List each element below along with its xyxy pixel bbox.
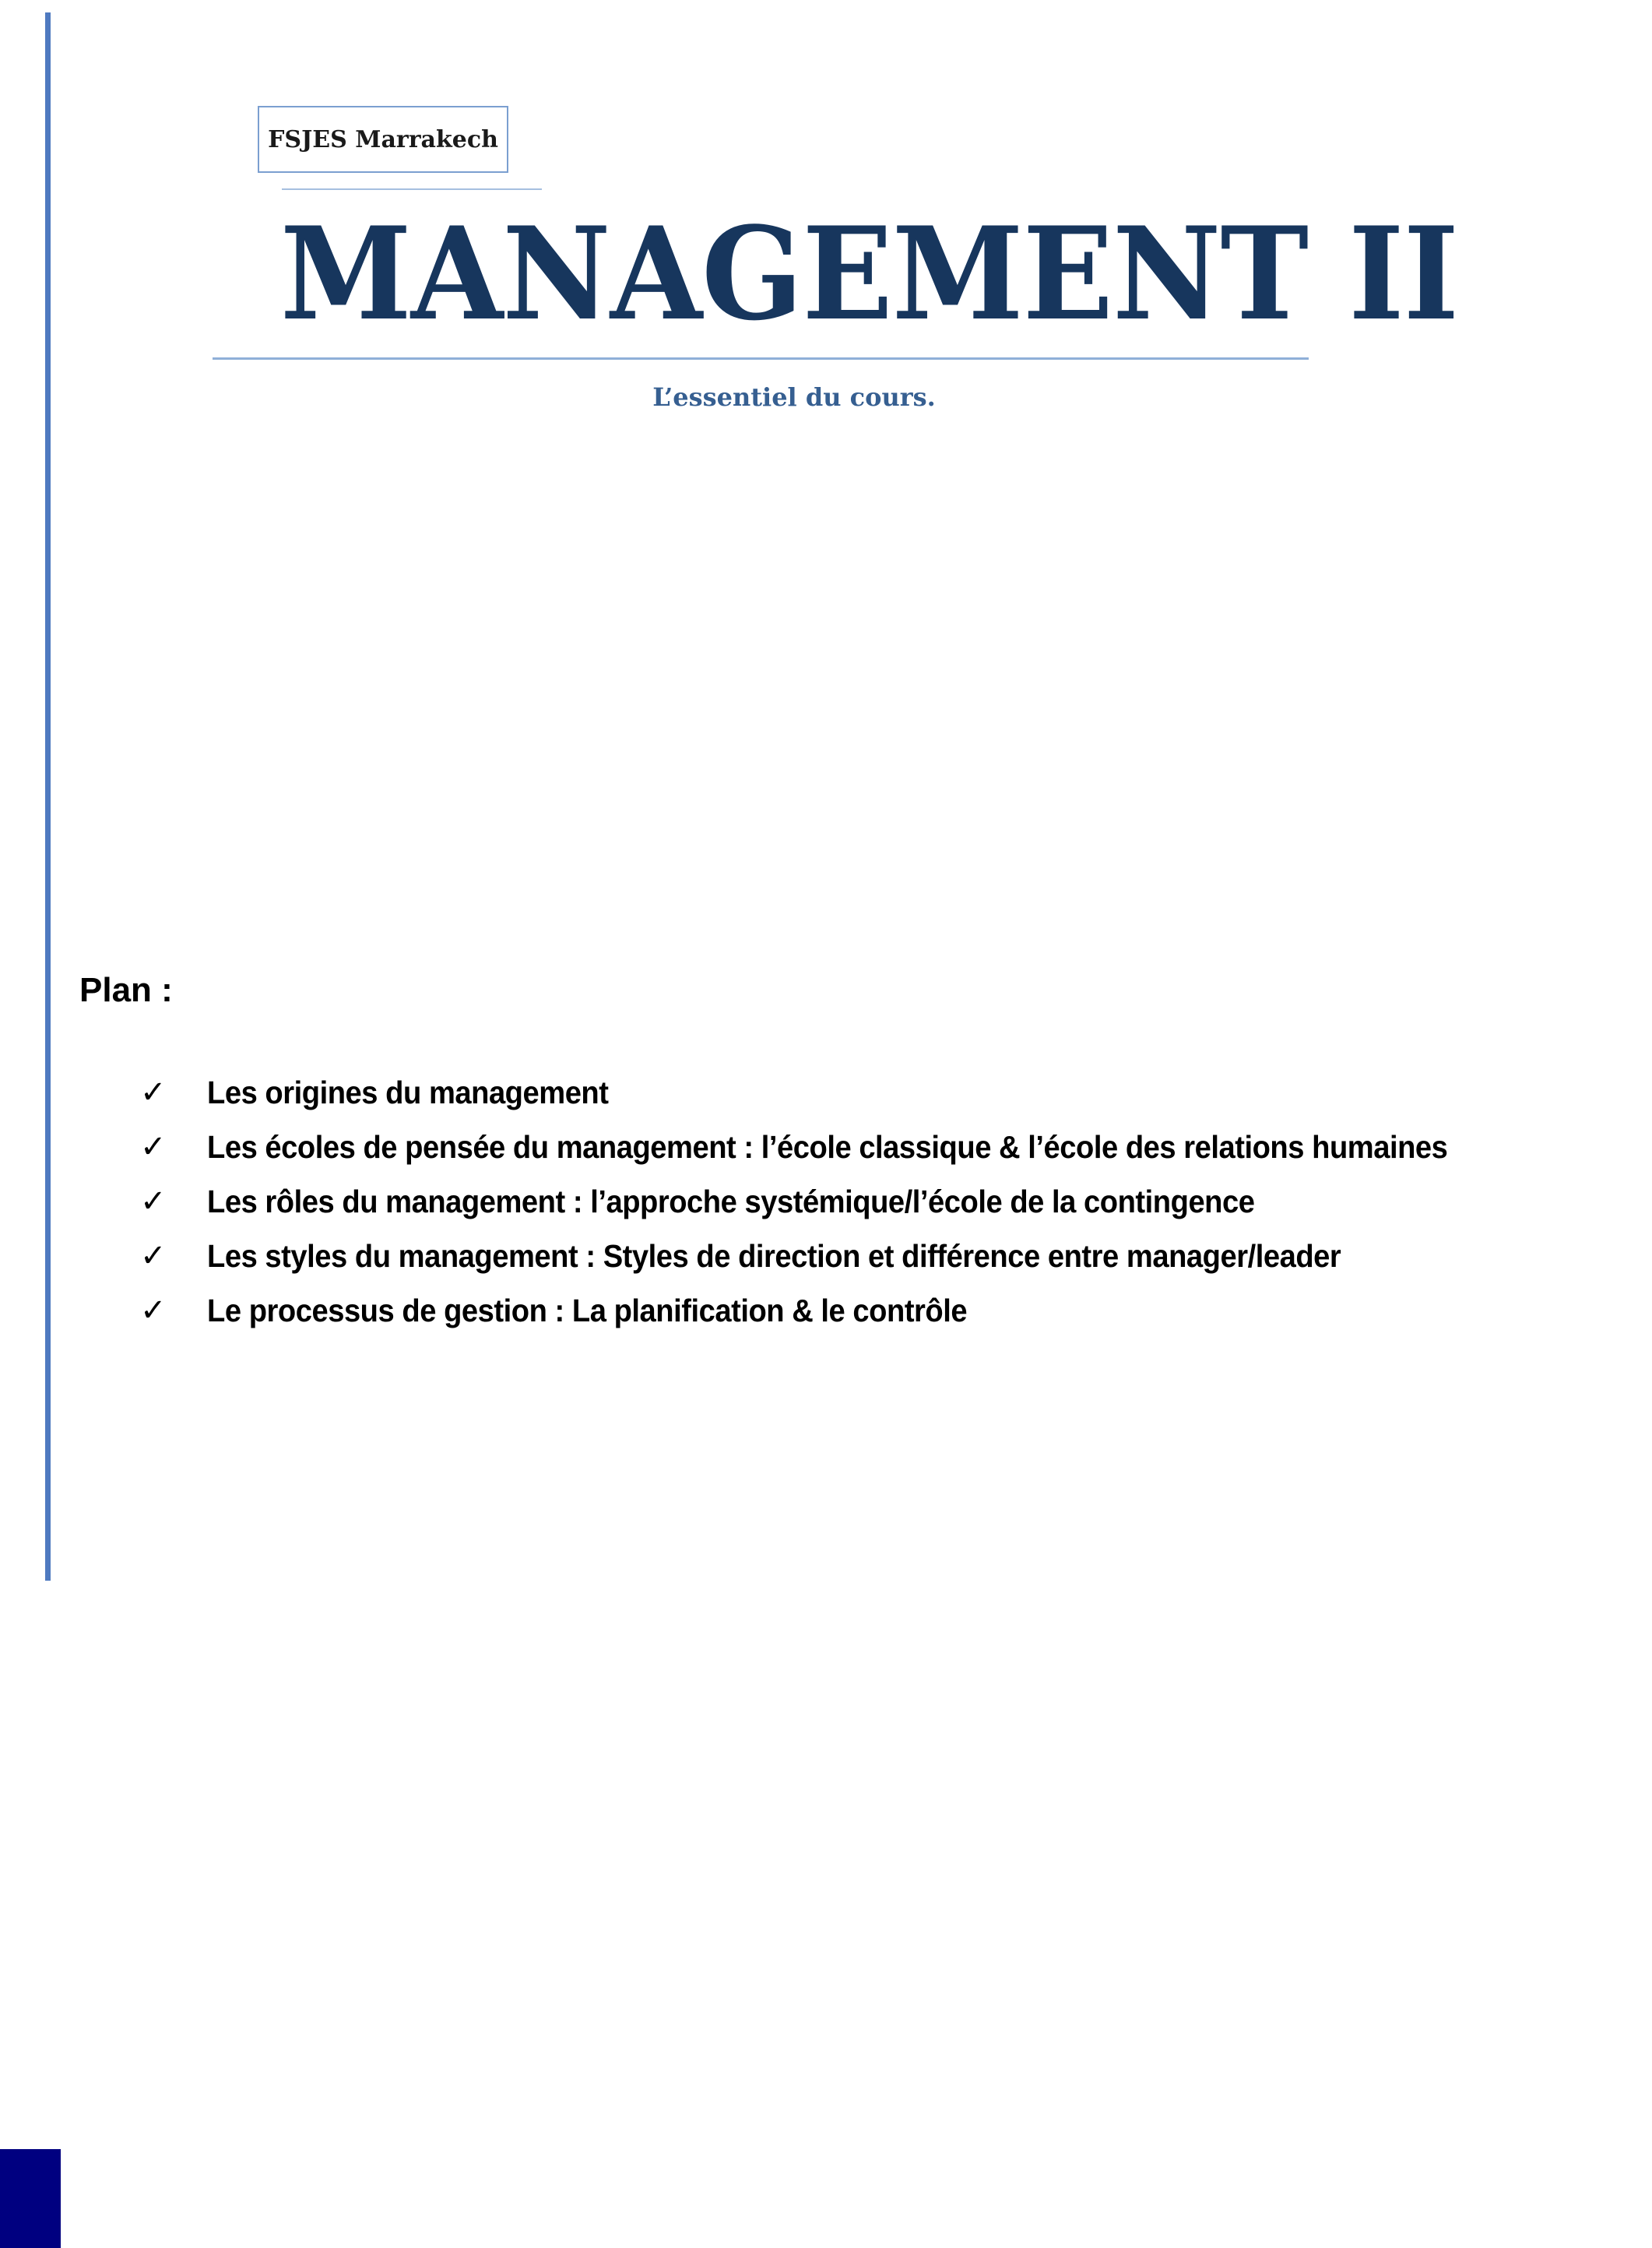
corner-block xyxy=(0,2149,61,2248)
checkmark-icon: ✓ xyxy=(140,1238,167,1274)
plan-item xyxy=(140,1283,1541,1338)
plan-item-text: Les rôles du management : l’approche systémique/l’école de la contingence xyxy=(207,1183,1255,1219)
plan-item xyxy=(140,1120,1541,1174)
organization-underline xyxy=(282,188,542,190)
plan-item-text: Les styles du management : Styles de direction et différence entre manager/leader xyxy=(207,1237,1341,1274)
title-rule xyxy=(213,357,1309,360)
organization-box xyxy=(258,106,508,173)
checkmark-icon: ✓ xyxy=(140,1075,167,1110)
page-title: MANAGEMENT II xyxy=(280,199,1459,349)
plan-item-text: Le processus de gestion : La planification & le contrôle xyxy=(207,1292,968,1328)
checkmark-icon: ✓ xyxy=(140,1293,167,1328)
plan-heading: Plan : xyxy=(79,971,173,1009)
page-subtitle: L’essentiel du cours. xyxy=(652,382,936,412)
checkmark-icon: ✓ xyxy=(140,1129,167,1165)
plan-item xyxy=(140,1065,1541,1120)
plan-item-text: Les origines du management xyxy=(207,1074,609,1110)
checkmark-icon: ✓ xyxy=(140,1184,167,1219)
organization-name: FSJES Marrakech xyxy=(268,125,498,153)
plan-item-text: Les écoles de pensée du management : l’école classique & l’école des relations humaines xyxy=(207,1128,1448,1165)
plan-item xyxy=(140,1229,1541,1283)
plan-item xyxy=(140,1174,1541,1229)
plan-list xyxy=(140,1065,1541,1338)
left-margin-rule xyxy=(45,12,51,1581)
